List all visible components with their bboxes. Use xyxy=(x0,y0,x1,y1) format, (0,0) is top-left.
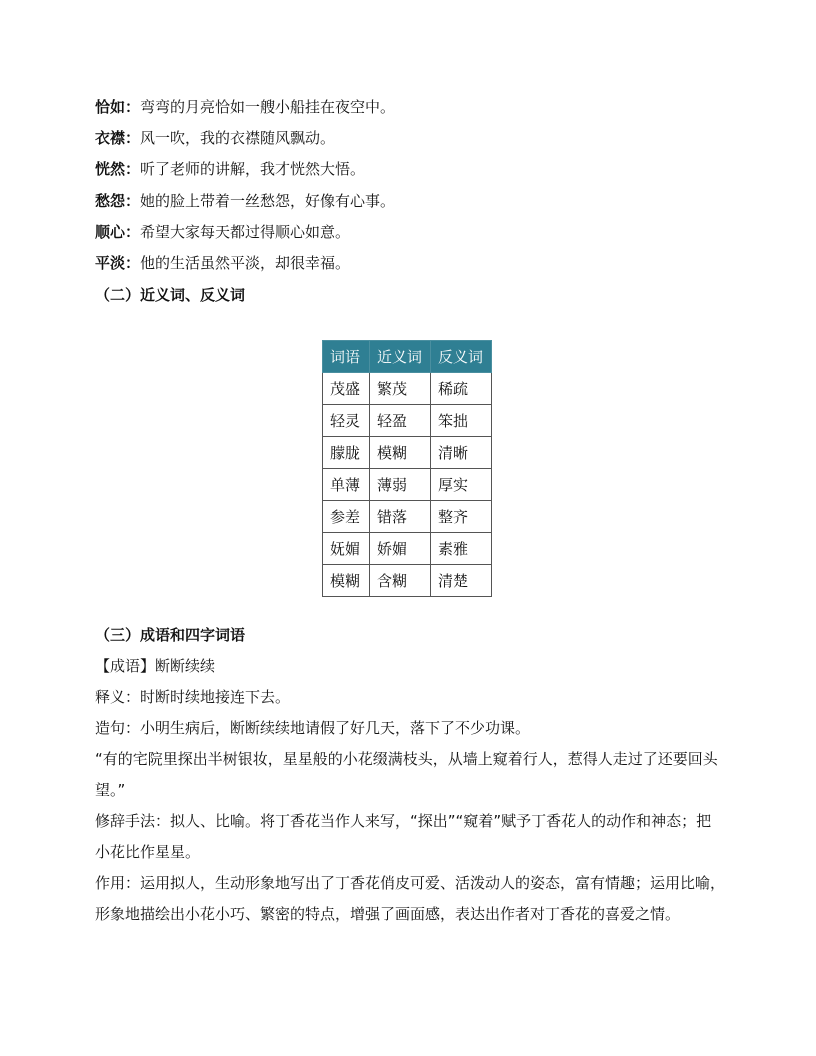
table-cell: 整齐 xyxy=(431,501,492,533)
example-sentence: 听了老师的讲解，我才恍然大悟。 xyxy=(140,160,366,178)
example-sentence: 风一吹，我的衣襟随风飘动。 xyxy=(140,129,336,147)
example-term: 顺心： xyxy=(95,223,141,241)
section-heading-idioms: （三）成语和四字词语 xyxy=(95,626,246,644)
column-header: 反义词 xyxy=(431,341,492,373)
idiom-meaning: 释义：时断时续地接连下去。 xyxy=(95,688,291,706)
table-row xyxy=(323,565,492,597)
example-line xyxy=(95,191,395,211)
table-cell: 含糊 xyxy=(370,565,431,597)
table-cell: 单薄 xyxy=(323,469,370,501)
example-term: 恍然： xyxy=(95,160,141,178)
example-sentence: 她的脸上带着一丝愁怨，好像有心事。 xyxy=(140,192,396,210)
effect-analysis: 作用：运用拟人，生动形象地写出了丁香花俏皮可爱、活泼动人的姿态，富有情趣；运用比喻，形象地描绘出小花小巧、繁密的特点，增强了画面感，表达出作者对丁香花的喜爱之情。 xyxy=(95,874,726,923)
example-sentence: 希望大家每天都过得顺心如意。 xyxy=(140,223,351,241)
table-cell: 轻盈 xyxy=(370,405,431,437)
example-term: 恰如： xyxy=(95,98,141,116)
table-row xyxy=(323,373,492,405)
table-cell: 薄弱 xyxy=(370,469,431,501)
table-header-row xyxy=(323,341,492,373)
idiom-example-sentence: 造句：小明生病后，断断续续地请假了好几天，落下了不少功课。 xyxy=(95,719,531,737)
quoted-passage: “有的宅院里探出半树银妆，星星般的小花缀满枝头，从墙上窥着行人，惹得人走过了还要回头望。” xyxy=(95,750,718,799)
table-cell: 稀疏 xyxy=(431,373,492,405)
table-cell: 笨拙 xyxy=(431,405,492,437)
table-cell: 错落 xyxy=(370,501,431,533)
table-row xyxy=(323,469,492,501)
table-cell: 妩媚 xyxy=(323,533,370,565)
table-cell: 茂盛 xyxy=(323,373,370,405)
table-cell: 模糊 xyxy=(323,565,370,597)
idiom-title: 【成语】断断续续 xyxy=(95,657,216,675)
table-row xyxy=(323,405,492,437)
example-line xyxy=(95,128,335,148)
example-sentence: 他的生活虽然平淡，却很幸福。 xyxy=(140,254,351,272)
example-term: 愁怨： xyxy=(95,192,141,210)
example-line xyxy=(95,222,350,242)
table-cell: 轻灵 xyxy=(323,405,370,437)
table-cell: 厚实 xyxy=(431,469,492,501)
table-cell: 朦胧 xyxy=(323,437,370,469)
example-line xyxy=(95,253,350,273)
column-header: 词语 xyxy=(323,341,370,373)
example-term: 平淡： xyxy=(95,254,141,272)
table-cell: 素雅 xyxy=(431,533,492,565)
table-cell: 娇媚 xyxy=(370,533,431,565)
section-heading-synonyms: （二）近义词、反义词 xyxy=(95,286,246,304)
example-sentence: 弯弯的月亮恰如一艘小船挂在夜空中。 xyxy=(140,98,396,116)
table-cell: 参差 xyxy=(323,501,370,533)
table-cell: 模糊 xyxy=(370,437,431,469)
table-row xyxy=(323,437,492,469)
table-cell: 清晰 xyxy=(431,437,492,469)
rhetoric-analysis: 修辞手法：拟人、比喻。将丁香花当作人来写，“探出”“窥着”赋予丁香花人的动作和神态；把小花比作星星。 xyxy=(95,812,712,861)
example-line xyxy=(95,159,365,179)
table-row xyxy=(323,533,492,565)
table-row xyxy=(323,501,492,533)
example-term: 衣襟： xyxy=(95,129,141,147)
example-line xyxy=(95,97,395,117)
table-cell: 清楚 xyxy=(431,565,492,597)
synonym-antonym-table xyxy=(322,340,492,597)
column-header: 近义词 xyxy=(370,341,431,373)
table-cell: 繁茂 xyxy=(370,373,431,405)
